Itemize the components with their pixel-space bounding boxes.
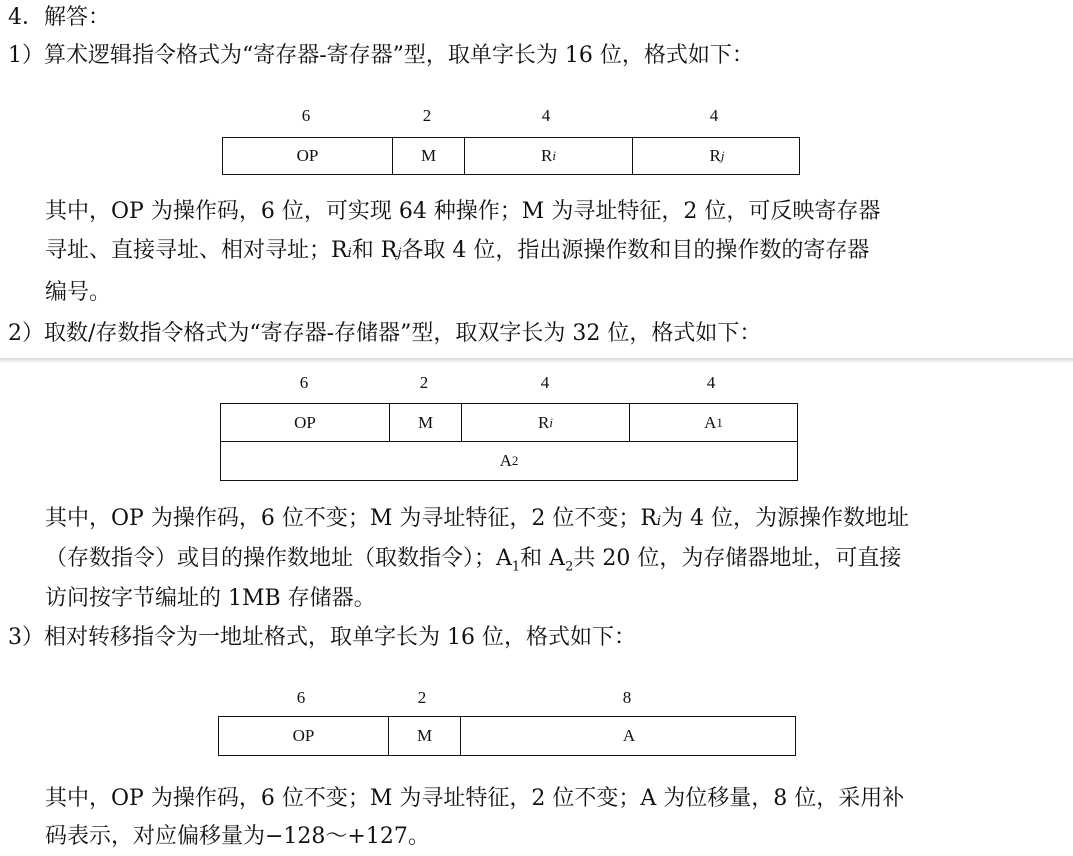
s2-ri-sub: i [549,414,553,430]
s1-ri-base: R [541,146,553,165]
section-heading: 4．解答： [8,5,110,30]
s1-field-m: M [392,138,464,174]
s2-p2-part-c: 共 20 位，为存储器地址，可直接 [573,546,902,571]
s1-p2-part-b: 和 R [351,238,398,263]
s2-field-m: M [389,404,461,441]
s2-paragraph-line-3: 访问按字节编址的 1MB 存储器。 [45,586,376,611]
s2-p2-part-a: （存数指令）或目的操作数地址（取数指令）；A [45,546,512,571]
s3-paragraph-line-1: 其中，OP 为操作码，6 位不变；M 为寻址特征，2 位不变；A 为位移量，8 位，采用补 [45,786,905,811]
s2-p2-sub-2: 2 [565,559,574,575]
s1-paragraph-line-1: 其中，OP 为操作码，6 位，可实现 64 种操作；M 为寻址特征，2 位，可反映寄存器 [45,199,881,224]
s1-instruction-format [222,137,800,175]
s2-width-m: 2 [419,373,429,392]
s2-p1-part-a: 其中，OP 为操作码，6 位不变；M 为寻址特征，2 位不变；R [45,506,657,531]
s2-field-a2 [221,442,797,480]
s2-paragraph-line-1 [45,505,909,536]
s1-ri-sub: i [552,148,556,163]
s2-a1-sub: 1 [716,414,723,430]
s3-width-op: 6 [296,688,306,707]
s1-paragraph-line-2 [45,237,869,268]
s1-width-op: 6 [301,106,311,125]
s3-instruction-format [218,716,796,756]
s2-a1-base: A [704,412,717,432]
s1-field-ri [464,138,632,174]
s2-p2-sub-1: 1 [511,559,521,575]
s1-paragraph-line-3: 编号。 [45,280,112,305]
s3-field-op: OP [292,726,315,745]
s3-width-a: 8 [622,688,632,707]
s2-field-op: OP [294,412,316,432]
s2-width-a1: 4 [706,373,716,392]
s1-p2-sub-j: j [397,246,402,261]
section-2-title: 2）取数/存数指令格式为“寄存器-存储器”型，取双字长为 32 位，格式如下： [8,321,762,346]
s1-p2-part-c: 各取 4 位，指出源操作数和目的操作数的寄存器 [401,238,870,263]
s2-a2-base: A [499,451,512,470]
s2-p1-sub-i: i [656,514,662,529]
s2-field-ri [461,404,629,441]
section-3-title: 3）相对转移指令为一地址格式，取单字长为 16 位，格式如下： [8,625,636,650]
s3-paragraph-line-2: 码表示，对应偏移量为−128～+127。 [45,824,430,849]
s2-paragraph-line-2 [45,545,901,581]
s3-field-a: A [460,717,797,755]
s1-width-ri: 4 [541,106,551,125]
s3-width-m: 2 [417,688,427,707]
s3-field-m: M [388,717,460,755]
s1-p2-part-a: 寻址、直接寻址、相对寻址；R [45,238,348,263]
s1-rj-base: R [709,146,721,165]
s1-field-op: OP [296,146,319,165]
s2-instruction-format [220,403,798,481]
section-1-title: 1）算术逻辑指令格式为“寄存器-寄存器”型，取单字长为 16 位，格式如下： [8,43,754,68]
s2-a2-sub: 2 [511,453,519,468]
s2-width-ri: 4 [540,373,550,392]
s1-field-rj [632,138,801,174]
s1-width-m: 2 [422,106,432,125]
s2-ri-base: R [538,412,550,432]
s2-p1-part-b: 为 4 位，为源操作数地址 [661,506,910,531]
s1-width-rj: 4 [709,106,719,125]
s1-p2-sub-i: i [347,246,352,261]
s2-p2-part-b: 和 A [520,546,566,571]
s1-rj-sub: j [720,148,725,163]
page-fold-divider [0,358,1073,362]
s2-width-op: 6 [299,373,309,392]
s2-field-a1 [629,404,797,441]
